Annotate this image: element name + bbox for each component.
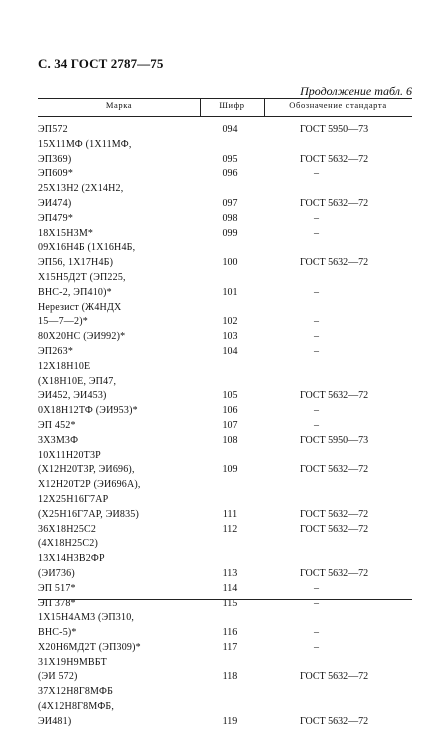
- table-row: [0, 611, 446, 626]
- table-row: [0, 360, 446, 375]
- cell-code: 098: [222, 212, 238, 224]
- cell-code: 096: [222, 168, 238, 180]
- column-header-code: Шифр: [219, 100, 245, 110]
- table-row: [0, 626, 446, 641]
- cell-code: 119: [222, 715, 238, 727]
- cell-standard: ГОСТ 5632—72: [300, 523, 369, 535]
- cell-mark: ЭИ481): [38, 715, 72, 727]
- cell-code: 100: [222, 257, 238, 269]
- cell-mark: Х12Н20Т2Р (ЭИ696А),: [38, 479, 141, 491]
- cell-mark: 12Х18Н10Е: [38, 360, 91, 372]
- table-row: [0, 153, 446, 168]
- cell-code: 102: [222, 316, 238, 328]
- table-row: [0, 315, 446, 330]
- table-row: [0, 419, 446, 434]
- table-row: [0, 389, 446, 404]
- cell-standard: ГОСТ 5632—72: [300, 715, 369, 727]
- cell-code: 116: [222, 627, 238, 639]
- cell-code: 094: [222, 124, 238, 135]
- cell-mark: ЭП 517*: [38, 582, 76, 594]
- cell-standard: –: [314, 627, 319, 639]
- cell-code: 101: [222, 286, 238, 298]
- column-header-standard: Обозначение стандарта: [289, 100, 387, 110]
- cell-mark: 37Х12Н8Г8МФБ: [38, 686, 114, 698]
- cell-standard: ГОСТ 5632—72: [300, 567, 369, 579]
- table-row: [0, 715, 446, 730]
- cell-mark: 10Х11Н20Т3Р: [38, 449, 101, 461]
- table-row: [0, 700, 446, 715]
- cell-mark: ЭП56, 1Х17Н4Б): [38, 257, 114, 269]
- cell-standard: –: [314, 419, 319, 431]
- cell-mark: 31Х19Н9МВБТ: [38, 656, 107, 668]
- table-row: [0, 463, 446, 478]
- table-row: [0, 256, 446, 271]
- table-row: [0, 241, 446, 256]
- cell-code: 107: [222, 419, 238, 431]
- table-row: [0, 493, 446, 508]
- cell-mark: ЭИ474): [38, 197, 72, 209]
- table-row: [0, 167, 446, 182]
- cell-mark: (4Х18Н25С2): [38, 538, 98, 550]
- cell-standard: ГОСТ 5632—72: [300, 153, 369, 165]
- cell-code: 113: [222, 567, 238, 579]
- table-row: [0, 197, 446, 212]
- cell-mark: ЭП263*: [38, 345, 74, 357]
- cell-standard: –: [314, 227, 319, 239]
- cell-mark: (ЭИ 572): [38, 671, 78, 683]
- cell-mark: 80Х20НС (ЭИ992)*: [38, 331, 126, 343]
- cell-mark: 12Х25Н16Г7АР: [38, 493, 109, 505]
- cell-standard: ГОСТ 5632—72: [300, 197, 369, 209]
- cell-mark: ЭП369): [38, 153, 72, 165]
- table-row: [0, 182, 446, 197]
- table-row: [0, 508, 446, 523]
- cell-code: 106: [222, 405, 238, 417]
- cell-mark: 15—7—2)*: [38, 316, 88, 328]
- table-continuation-label: Продолжение табл. 6: [300, 84, 412, 98]
- cell-code: 111: [222, 508, 238, 520]
- cell-standard: –: [314, 212, 319, 224]
- table-row: [0, 301, 446, 316]
- cell-mark: 15Х11МФ (1Х11МФ,: [38, 138, 132, 150]
- cell-mark: ВНС-5)*: [38, 627, 77, 639]
- table-row: [0, 434, 446, 449]
- cell-mark: 36Х18Н25С2: [38, 523, 97, 535]
- cell-mark: 25Х13Н2 (2Х14Н2,: [38, 183, 124, 195]
- page-title: С. 34 ГОСТ 2787—75: [38, 56, 164, 71]
- cell-code: 109: [222, 464, 238, 476]
- cell-mark: (ЭИ736): [38, 567, 75, 579]
- table-row: [0, 404, 446, 419]
- cell-standard: ГОСТ 5632—72: [300, 257, 369, 269]
- cell-code: 115: [222, 597, 238, 609]
- cell-code: 099: [222, 227, 238, 239]
- cell-standard: –: [314, 582, 319, 594]
- cell-mark: ЭП 452*: [38, 419, 76, 431]
- cell-mark: 1Х15Н4АМ3 (ЭП310,: [38, 612, 135, 624]
- table-row: [0, 685, 446, 700]
- cell-code: 108: [222, 434, 238, 446]
- cell-mark: ЭП609*: [38, 168, 74, 180]
- cell-standard: –: [314, 168, 319, 180]
- column-header-mark: Марка: [105, 100, 133, 110]
- cell-mark: ЭП479*: [38, 212, 74, 224]
- cell-standard: ГОСТ 5632—72: [300, 464, 369, 476]
- cell-code: 105: [222, 390, 238, 402]
- cell-mark: Х15Н5Д2Т (ЭП225,: [38, 271, 126, 283]
- cell-mark: ЭП572: [38, 124, 68, 135]
- cell-standard: –: [314, 345, 319, 357]
- cell-mark: 0Х18Н12ТФ (ЭИ953)*: [38, 405, 138, 417]
- cell-code: 104: [222, 345, 238, 357]
- cell-mark: 09Х16Н4Б (1Х16Н4Б,: [38, 242, 136, 254]
- cell-standard: –: [314, 405, 319, 417]
- table-row: [0, 449, 446, 464]
- cell-mark: 18Х15Н3М*: [38, 227, 94, 239]
- table-row: [0, 286, 446, 301]
- cell-mark: ВНС-2, ЭП410)*: [38, 286, 112, 298]
- cell-code: 097: [222, 197, 238, 209]
- cell-standard: –: [314, 597, 319, 609]
- table-row: [0, 582, 446, 597]
- table-row: [0, 670, 446, 685]
- table-row: [0, 227, 446, 242]
- cell-code: 118: [222, 671, 238, 683]
- table-row: [0, 375, 446, 390]
- cell-standard: –: [314, 316, 319, 328]
- table-row: [0, 123, 446, 138]
- table-row: [0, 523, 446, 538]
- cell-code: 112: [222, 523, 238, 535]
- table-top-rule: [38, 98, 412, 99]
- table-row: [0, 345, 446, 360]
- cell-standard: –: [314, 331, 319, 343]
- cell-mark: (4Х12Н8Г8МФБ,: [38, 701, 115, 713]
- table-header-rule: [38, 116, 412, 117]
- cell-mark: Х20Н6МД2Т (ЭП309)*: [38, 641, 141, 653]
- cell-mark: (Х12Н20Т3Р, ЭИ696),: [38, 464, 135, 476]
- cell-code: 095: [222, 153, 238, 165]
- cell-mark: (Х18Н10Е, ЭП47,: [38, 375, 117, 387]
- table-row: [0, 330, 446, 345]
- cell-standard: ГОСТ 5950—73: [300, 434, 369, 446]
- table-row: [0, 138, 446, 153]
- cell-standard: ГОСТ 5632—72: [300, 390, 369, 402]
- cell-standard: ГОСТ 5632—72: [300, 671, 369, 683]
- table-row: [0, 567, 446, 582]
- cell-mark: Нерезист (Ж4НДХ: [38, 301, 122, 313]
- cell-standard: ГОСТ 5632—72: [300, 508, 369, 520]
- cell-mark: ЭП 378*: [38, 597, 76, 609]
- cell-mark: 13Х14Н3В2ФР: [38, 553, 105, 565]
- cell-code: 114: [222, 582, 238, 594]
- cell-mark: ЭИ452, ЭИ453): [38, 390, 107, 402]
- cell-code: 117: [222, 641, 238, 653]
- cell-standard: –: [314, 286, 319, 298]
- table-row: [0, 656, 446, 671]
- table-row: [0, 271, 446, 286]
- table-bottom-rule: [38, 599, 412, 600]
- table-body: [0, 123, 446, 730]
- table-row: [0, 641, 446, 656]
- cell-standard: –: [314, 641, 319, 653]
- table-row: [0, 537, 446, 552]
- cell-mark: (Х25Н16Г7АР, ЭИ835): [38, 508, 140, 520]
- cell-mark: 3Х3М3Ф: [38, 434, 79, 446]
- table-row: [0, 212, 446, 227]
- table-row: [0, 478, 446, 493]
- cell-code: 103: [222, 331, 238, 343]
- table-row: [0, 552, 446, 567]
- cell-standard: ГОСТ 5950—73: [300, 124, 369, 135]
